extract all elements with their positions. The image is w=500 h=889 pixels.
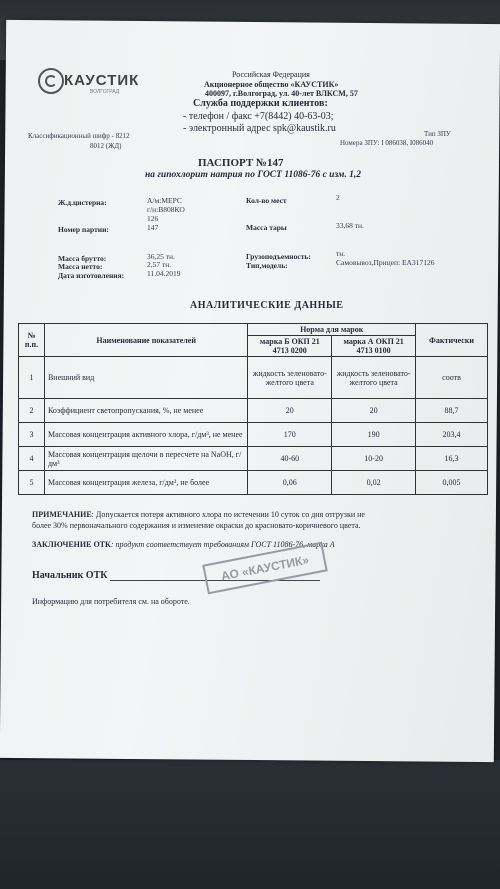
batch-value: 147 [147,223,159,232]
col-name-header: Наименование показателей [44,324,247,357]
row-fact: соотв [416,357,488,399]
zpu-type: Тип ЗПУ [424,130,451,138]
row-grade-a: 190 [332,423,416,447]
capacity-value: тн. [336,249,346,258]
company-stamp: АО «КАУСТИК» [202,542,327,595]
conclusion-label: ЗАКЛЮЧЕНИЕ ОТК [32,540,111,549]
row-grade-a: 20 [332,399,416,423]
company-address: 400097, г.Волгоград, ул. 40-лет ВЛКСМ, 57 [205,89,358,98]
row-name: Коэффициент светопропускания, %, не менее [44,399,247,423]
places-label: Кол-во мест [246,196,287,205]
note-text-2: более 30% первоначального содержания и изменение окраски до красновато-коричневого цвета. [32,521,361,530]
analytic-table [18,323,488,495]
country: Российская Федерация [232,70,310,79]
row-fact: 16,3 [416,447,488,471]
logo-text: КАУСТИК [64,72,140,89]
note-text-1: : Допускается потеря активного хлора по истечении 10 суток со дня отгрузки не [91,510,365,519]
row-name: Внешний вид [44,357,247,399]
tare-label: Масса тары [246,223,287,232]
model-value: Самовывоз,Прицеп: ЕА317126 [336,258,435,267]
row-number: 1 [19,357,45,399]
classification-code: Классификационный шифр - 8212 [28,132,130,140]
tank-label: Ж.д.цистерна: [58,198,107,207]
support-title: Служба поддержки клиентов: [193,98,328,109]
passport-subtitle: на гипохлорит натрия по ГОСТ 11086-76 с изм. 1,2 [145,170,362,180]
analytic-title: АНАЛИТИЧЕСКИЕ ДАННЫЕ [190,300,344,311]
company-logo-icon [38,68,64,94]
company-name: Акционерное общество «КАУСТИК» [204,80,339,89]
passport-title: ПАСПОРТ №147 [198,157,284,169]
logo-subtext: ВОЛГОГРАД [90,89,120,95]
row-fact: 88,7 [416,399,488,423]
model-label: Тип,модель: [246,261,288,270]
background-car-seat [0,760,500,889]
row-grade-b: жидкость зеленовато-желтого цвета [248,357,332,399]
table-row [19,471,488,495]
col-number-header: № п.п. [19,324,45,357]
row-number: 2 [19,399,45,423]
col-grade-a-header: марка А ОКП 21 4713 0100 [332,336,416,357]
gross-label: Масса брутто: [58,254,107,263]
row-grade-a: жидкость зеленовато-желтого цвета [332,357,416,399]
row-number: 4 [19,447,45,471]
table-row [19,357,488,399]
footer-info: Информацию для потребителя см. на обороте. [32,597,190,606]
support-email: - электронный адрес spk@kaustik.ru [183,123,336,134]
batch-label: Номер партии: [58,225,109,234]
table-row [19,399,488,423]
table-row [19,423,488,447]
row-grade-a: 10-20 [332,447,416,471]
net-value: 2,57 тн. [147,260,172,269]
row-number: 3 [19,423,45,447]
table-header-row [19,324,488,336]
row-grade-a: 0,02 [332,471,416,495]
date-label: Дата изготовления: [58,271,125,280]
chief-label: Начальник ОТК [32,570,108,581]
classification-code-rail: 8012 (ЖД) [90,142,122,150]
note [32,510,365,519]
col-fact-header: Фактически [416,324,488,357]
date-value: 11.04.2019 [147,269,181,278]
places-value: 2 [336,193,340,202]
row-grade-b: 20 [248,399,332,423]
row-grade-b: 0,06 [248,471,332,495]
row-number: 5 [19,471,45,495]
conclusion-text: : продукт соответствует требованиям ГОСТ 11086-76, марка А [110,540,335,549]
tank-value-1: А/м:МЕРС [147,196,182,205]
tank-value-3: 126 [147,214,159,223]
tare-value: 33,68 тн. [336,221,364,230]
capacity-label: Грузоподъемность: [246,252,311,261]
row-fact: 203,4 [416,423,488,447]
zpu-numbers: Номера ЗПУ: I 086038, I086040 [340,139,434,147]
row-grade-b: 170 [248,423,332,447]
row-name: Массовая концентрация железа, г/дм³, не более [44,471,247,495]
gross-value: 36,25 тн. [147,252,175,261]
tank-value-2: г/н:В808КО [147,205,185,214]
table-row [19,447,488,471]
support-phone: - телефон / факс +7(8442) 40-63-03; [183,111,334,122]
col-norm-header: Норма для марок [248,324,416,336]
row-grade-b: 40-60 [248,447,332,471]
col-grade-b-header: марка Б ОКП 21 4713 0200 [248,336,332,357]
net-label: Масса нетто: [58,262,103,271]
note-label: ПРИМЕЧАНИЕ [32,510,92,519]
row-fact: 0,005 [416,471,488,495]
row-name: Массовая концентрация активного хлора, г/дм³, не менее [44,423,247,447]
row-name: Массовая концентрация щелочи в пересчете на NaOH, г/дм³ [44,447,247,471]
